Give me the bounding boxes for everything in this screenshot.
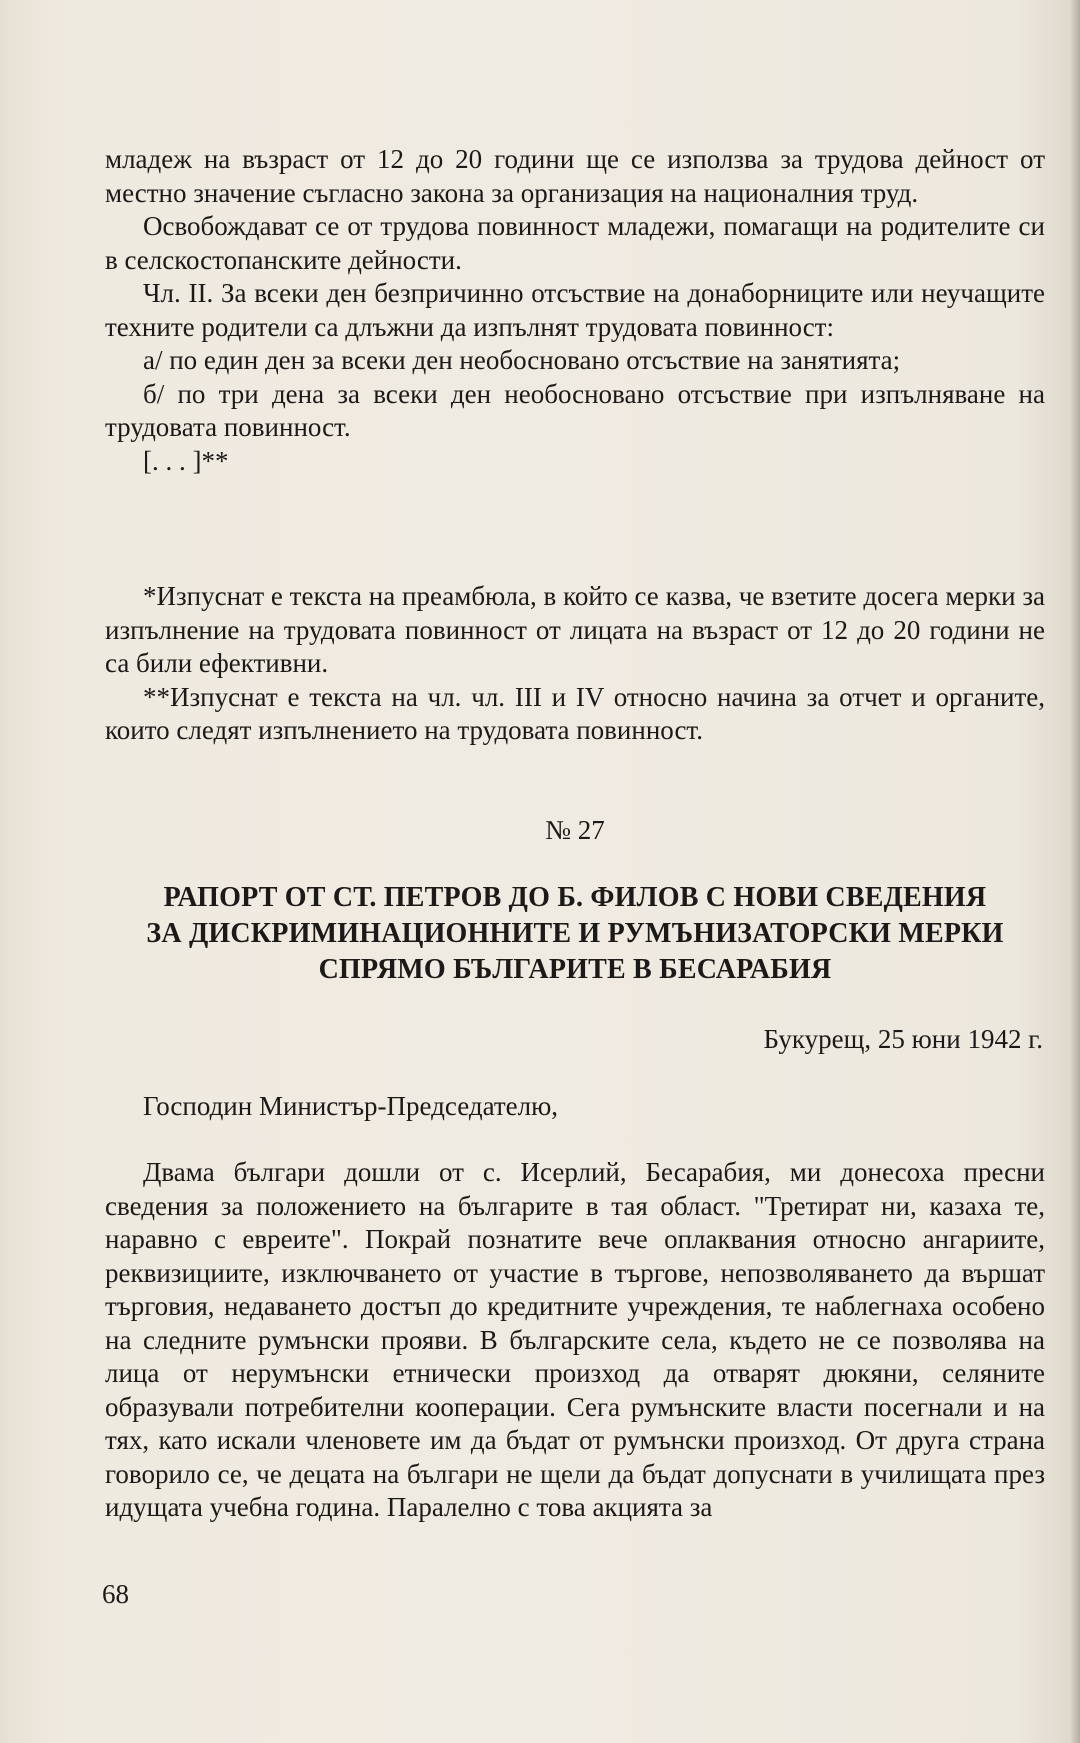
title-line: РАПОРТ ОТ СТ. ПЕТРОВ ДО Б. ФИЛОВ С НОВИ СВЕДЕНИЯ (163, 882, 987, 913)
title-line: ЗА ДИСКРИМИНАЦИОННИТЕ И РУМЪНИЗАТОРСКИ МЕРКИ (146, 918, 1004, 949)
footnote-2: **Изпуснат е текста на чл. чл. III и IV относно начина за отчет и органите, които следят изпълнението на трудовата повинност. (105, 681, 1045, 745)
list-item-b: б/ по три дена за всеки ден необосновано отсъствие при изпълняване на трудовата повинност. (105, 378, 1045, 442)
dateline: Букурещ, 25 юни 1942 г. (763, 1024, 1043, 1054)
salutation: Господин Министър-Председателю, (143, 1091, 559, 1121)
omission-mark: [. . . ]** (143, 445, 229, 476)
continued-text (105, 143, 1045, 478)
document-title (105, 880, 1045, 988)
paragraph-article-2: Чл. II. За всеки ден безпричинно отсъствие на донаборниците или неучащите техните родители са длъжни да изпълнят трудовата повинност: (105, 278, 1045, 342)
title-line: СПРЯМО БЪЛГАРИТЕ В БЕСАРАБИЯ (318, 954, 832, 985)
page-edge-shadow (1070, 0, 1080, 1743)
footnote-1: *Изпуснат е текста на преамбюла, в който се казва, че взетите досега мерки за изпълнение на трудовата повинност от лицата на възраст от 12 до 20 години не са били ефективни. (105, 581, 1045, 678)
body-paragraph: Двама българи дошли от с. Исерлий, Бесарабия, ми донесоха пресни сведения за положението на българите в тая област. "Третират ни, казаха те, наравно с евреите". Покрай познатите вече оплаквания относно ангариите, реквизициите, изключването от участие в търгове, непозволяването да вършат търговия, недаването достъп до кредитните учреждения, те наблегнаха особено на следните румънски прояви. В българските села, където не се позволява на лица от нерумънски етнически произход да отварят дюкяни, селяните образували потребителни кооперации. Сега румънските власти посегнали и на тях, като искали членовете им да бъдат от румънски произход. От друга страна говорило се, че децата на българи не щели да бъдат допуснати в училищата през идущата учебна година. Паралелно с това акцията за (105, 1157, 1045, 1522)
paragraph-exemption: Освобождават се от трудова повинност младежи, помагащи на родителите си в селскостопанските дейности. (105, 211, 1045, 275)
page-number: 68 (102, 1579, 129, 1609)
footnotes (105, 580, 1045, 748)
document-number: № 27 (545, 815, 605, 845)
letter-body (105, 1156, 1045, 1525)
list-item-a: а/ по един ден за всеки ден необосновано отсъствие на занятията; (143, 345, 901, 375)
paragraph-youth-labor: младеж на възраст от 12 до 20 години ще се използва за трудова дейност от местно значение съгласно закона за организация на националния труд. (105, 144, 1045, 208)
